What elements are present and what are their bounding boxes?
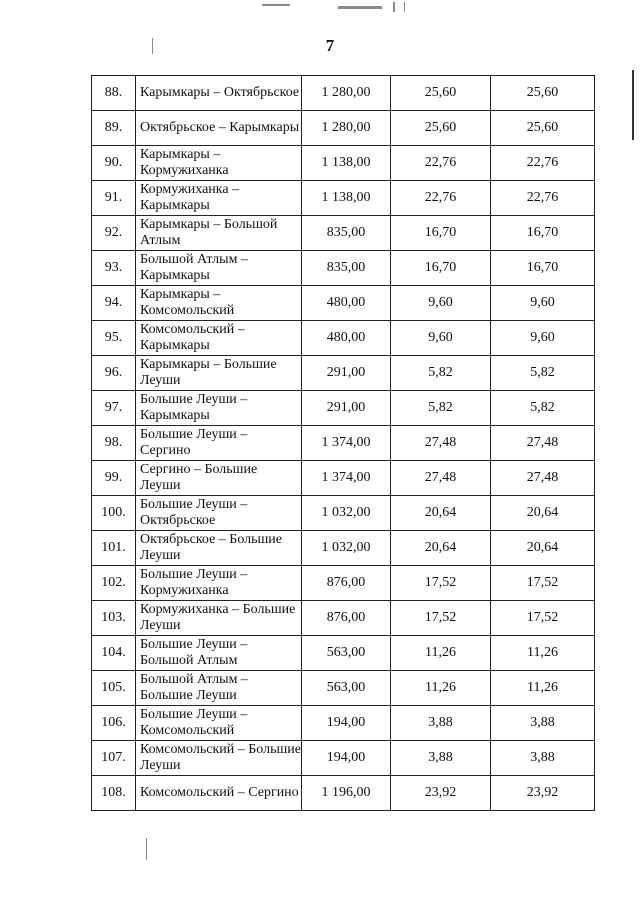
distance-value: 1 280,00 (302, 76, 391, 111)
route-name: Кормужиханка – Карымкары (136, 181, 302, 216)
page-number: 7 (325, 36, 335, 55)
route-name: Карымкары – Комсомольский (136, 286, 302, 321)
value-a: 20,64 (391, 496, 491, 531)
value-a: 22,76 (391, 146, 491, 181)
value-b: 22,76 (491, 146, 595, 181)
distance-value: 835,00 (302, 251, 391, 286)
row-number: 89. (92, 111, 136, 146)
table-row (92, 286, 595, 321)
row-number: 93. (92, 251, 136, 286)
value-b: 5,82 (491, 356, 595, 391)
route-name: Октябрьское – Большие Леуши (136, 531, 302, 566)
scan-artifact-top (262, 4, 290, 6)
value-b: 9,60 (491, 321, 595, 356)
value-a: 25,60 (391, 76, 491, 111)
row-number: 105. (92, 671, 136, 706)
row-number: 106. (92, 706, 136, 741)
routes-table (91, 75, 595, 811)
route-name: Большие Леуши – Большой Атлым (136, 636, 302, 671)
row-number: 99. (92, 461, 136, 496)
row-number: 103. (92, 601, 136, 636)
value-a: 3,88 (391, 741, 491, 776)
value-a: 11,26 (391, 671, 491, 706)
table-row (92, 601, 595, 636)
row-number: 94. (92, 286, 136, 321)
distance-value: 480,00 (302, 286, 391, 321)
table-row (92, 741, 595, 776)
value-b: 9,60 (491, 286, 595, 321)
value-b: 11,26 (491, 671, 595, 706)
row-number: 92. (92, 216, 136, 251)
row-number: 101. (92, 531, 136, 566)
row-number: 100. (92, 496, 136, 531)
value-a: 9,60 (391, 321, 491, 356)
distance-value: 876,00 (302, 601, 391, 636)
value-b: 17,52 (491, 601, 595, 636)
distance-value: 1 374,00 (302, 426, 391, 461)
row-number: 102. (92, 566, 136, 601)
distance-value: 194,00 (302, 706, 391, 741)
scan-artifact-top (393, 2, 395, 12)
route-name: Большие Леуши – Кормужиханка (136, 566, 302, 601)
table-row (92, 636, 595, 671)
row-number: 90. (92, 146, 136, 181)
distance-value: 876,00 (302, 566, 391, 601)
value-a: 27,48 (391, 461, 491, 496)
value-b: 16,70 (491, 216, 595, 251)
value-b: 5,82 (491, 391, 595, 426)
route-name: Большие Леуши – Карымкары (136, 391, 302, 426)
route-name: Комсомольский – Сергино (136, 776, 302, 811)
table-row (92, 181, 595, 216)
route-name: Большие Леуши – Октябрьское (136, 496, 302, 531)
table-row (92, 146, 595, 181)
value-b: 27,48 (491, 461, 595, 496)
value-a: 5,82 (391, 356, 491, 391)
route-name: Большой Атлым – Большие Леуши (136, 671, 302, 706)
distance-value: 1 032,00 (302, 531, 391, 566)
table-row (92, 566, 595, 601)
distance-value: 1 196,00 (302, 776, 391, 811)
row-number: 96. (92, 356, 136, 391)
value-a: 22,76 (391, 181, 491, 216)
value-b: 17,52 (491, 566, 595, 601)
row-number: 107. (92, 741, 136, 776)
value-b: 20,64 (491, 531, 595, 566)
route-name: Карымкары – Большой Атлым (136, 216, 302, 251)
route-name: Сергино – Большие Леуши (136, 461, 302, 496)
table-row (92, 461, 595, 496)
table-row (92, 251, 595, 286)
value-a: 3,88 (391, 706, 491, 741)
route-name: Карымкары – Кормужиханка (136, 146, 302, 181)
routes-table-body (92, 76, 595, 811)
value-b: 22,76 (491, 181, 595, 216)
route-name: Большие Леуши – Комсомольский (136, 706, 302, 741)
value-b: 20,64 (491, 496, 595, 531)
route-name: Комсомольский – Карымкары (136, 321, 302, 356)
value-b: 3,88 (491, 741, 595, 776)
row-number: 95. (92, 321, 136, 356)
value-a: 23,92 (391, 776, 491, 811)
table-row (92, 216, 595, 251)
value-a: 5,82 (391, 391, 491, 426)
value-b: 11,26 (491, 636, 595, 671)
value-a: 9,60 (391, 286, 491, 321)
distance-value: 835,00 (302, 216, 391, 251)
value-a: 11,26 (391, 636, 491, 671)
row-number: 88. (92, 76, 136, 111)
distance-value: 291,00 (302, 391, 391, 426)
route-name: Комсомольский – Большие Леуши (136, 741, 302, 776)
distance-value: 1 280,00 (302, 111, 391, 146)
table-row (92, 531, 595, 566)
value-b: 23,92 (491, 776, 595, 811)
value-b: 27,48 (491, 426, 595, 461)
scan-artifact-bottom (146, 838, 147, 860)
row-number: 98. (92, 426, 136, 461)
row-number: 104. (92, 636, 136, 671)
value-a: 27,48 (391, 426, 491, 461)
value-a: 16,70 (391, 251, 491, 286)
value-b: 25,60 (491, 76, 595, 111)
row-number: 97. (92, 391, 136, 426)
distance-value: 563,00 (302, 636, 391, 671)
table-row (92, 356, 595, 391)
page-edge-line (632, 70, 634, 140)
distance-value: 1 138,00 (302, 181, 391, 216)
distance-value: 563,00 (302, 671, 391, 706)
value-a: 25,60 (391, 111, 491, 146)
table-row (92, 706, 595, 741)
value-b: 3,88 (491, 706, 595, 741)
scan-artifact-top (404, 2, 405, 12)
table-row (92, 776, 595, 811)
value-a: 20,64 (391, 531, 491, 566)
value-a: 16,70 (391, 216, 491, 251)
distance-value: 291,00 (302, 356, 391, 391)
distance-value: 194,00 (302, 741, 391, 776)
value-a: 17,52 (391, 566, 491, 601)
table-row (92, 426, 595, 461)
route-name: Карымкары – Большие Леуши (136, 356, 302, 391)
table-row (92, 671, 595, 706)
route-name: Большие Леуши – Сергино (136, 426, 302, 461)
route-name: Карымкары – Октябрьское (136, 76, 302, 111)
value-a: 17,52 (391, 601, 491, 636)
distance-value: 1 374,00 (302, 461, 391, 496)
distance-value: 480,00 (302, 321, 391, 356)
value-b: 25,60 (491, 111, 595, 146)
table-row (92, 321, 595, 356)
row-number: 108. (92, 776, 136, 811)
table-row (92, 391, 595, 426)
distance-value: 1 138,00 (302, 146, 391, 181)
table-row (92, 111, 595, 146)
route-name: Октябрьское – Карымкары (136, 111, 302, 146)
value-b: 16,70 (491, 251, 595, 286)
row-number: 91. (92, 181, 136, 216)
table-row (92, 496, 595, 531)
scan-artifact-top (338, 6, 382, 9)
route-name: Большой Атлым – Карымкары (136, 251, 302, 286)
distance-value: 1 032,00 (302, 496, 391, 531)
table-row (92, 76, 595, 111)
route-name: Кормужиханка – Большие Леуши (136, 601, 302, 636)
